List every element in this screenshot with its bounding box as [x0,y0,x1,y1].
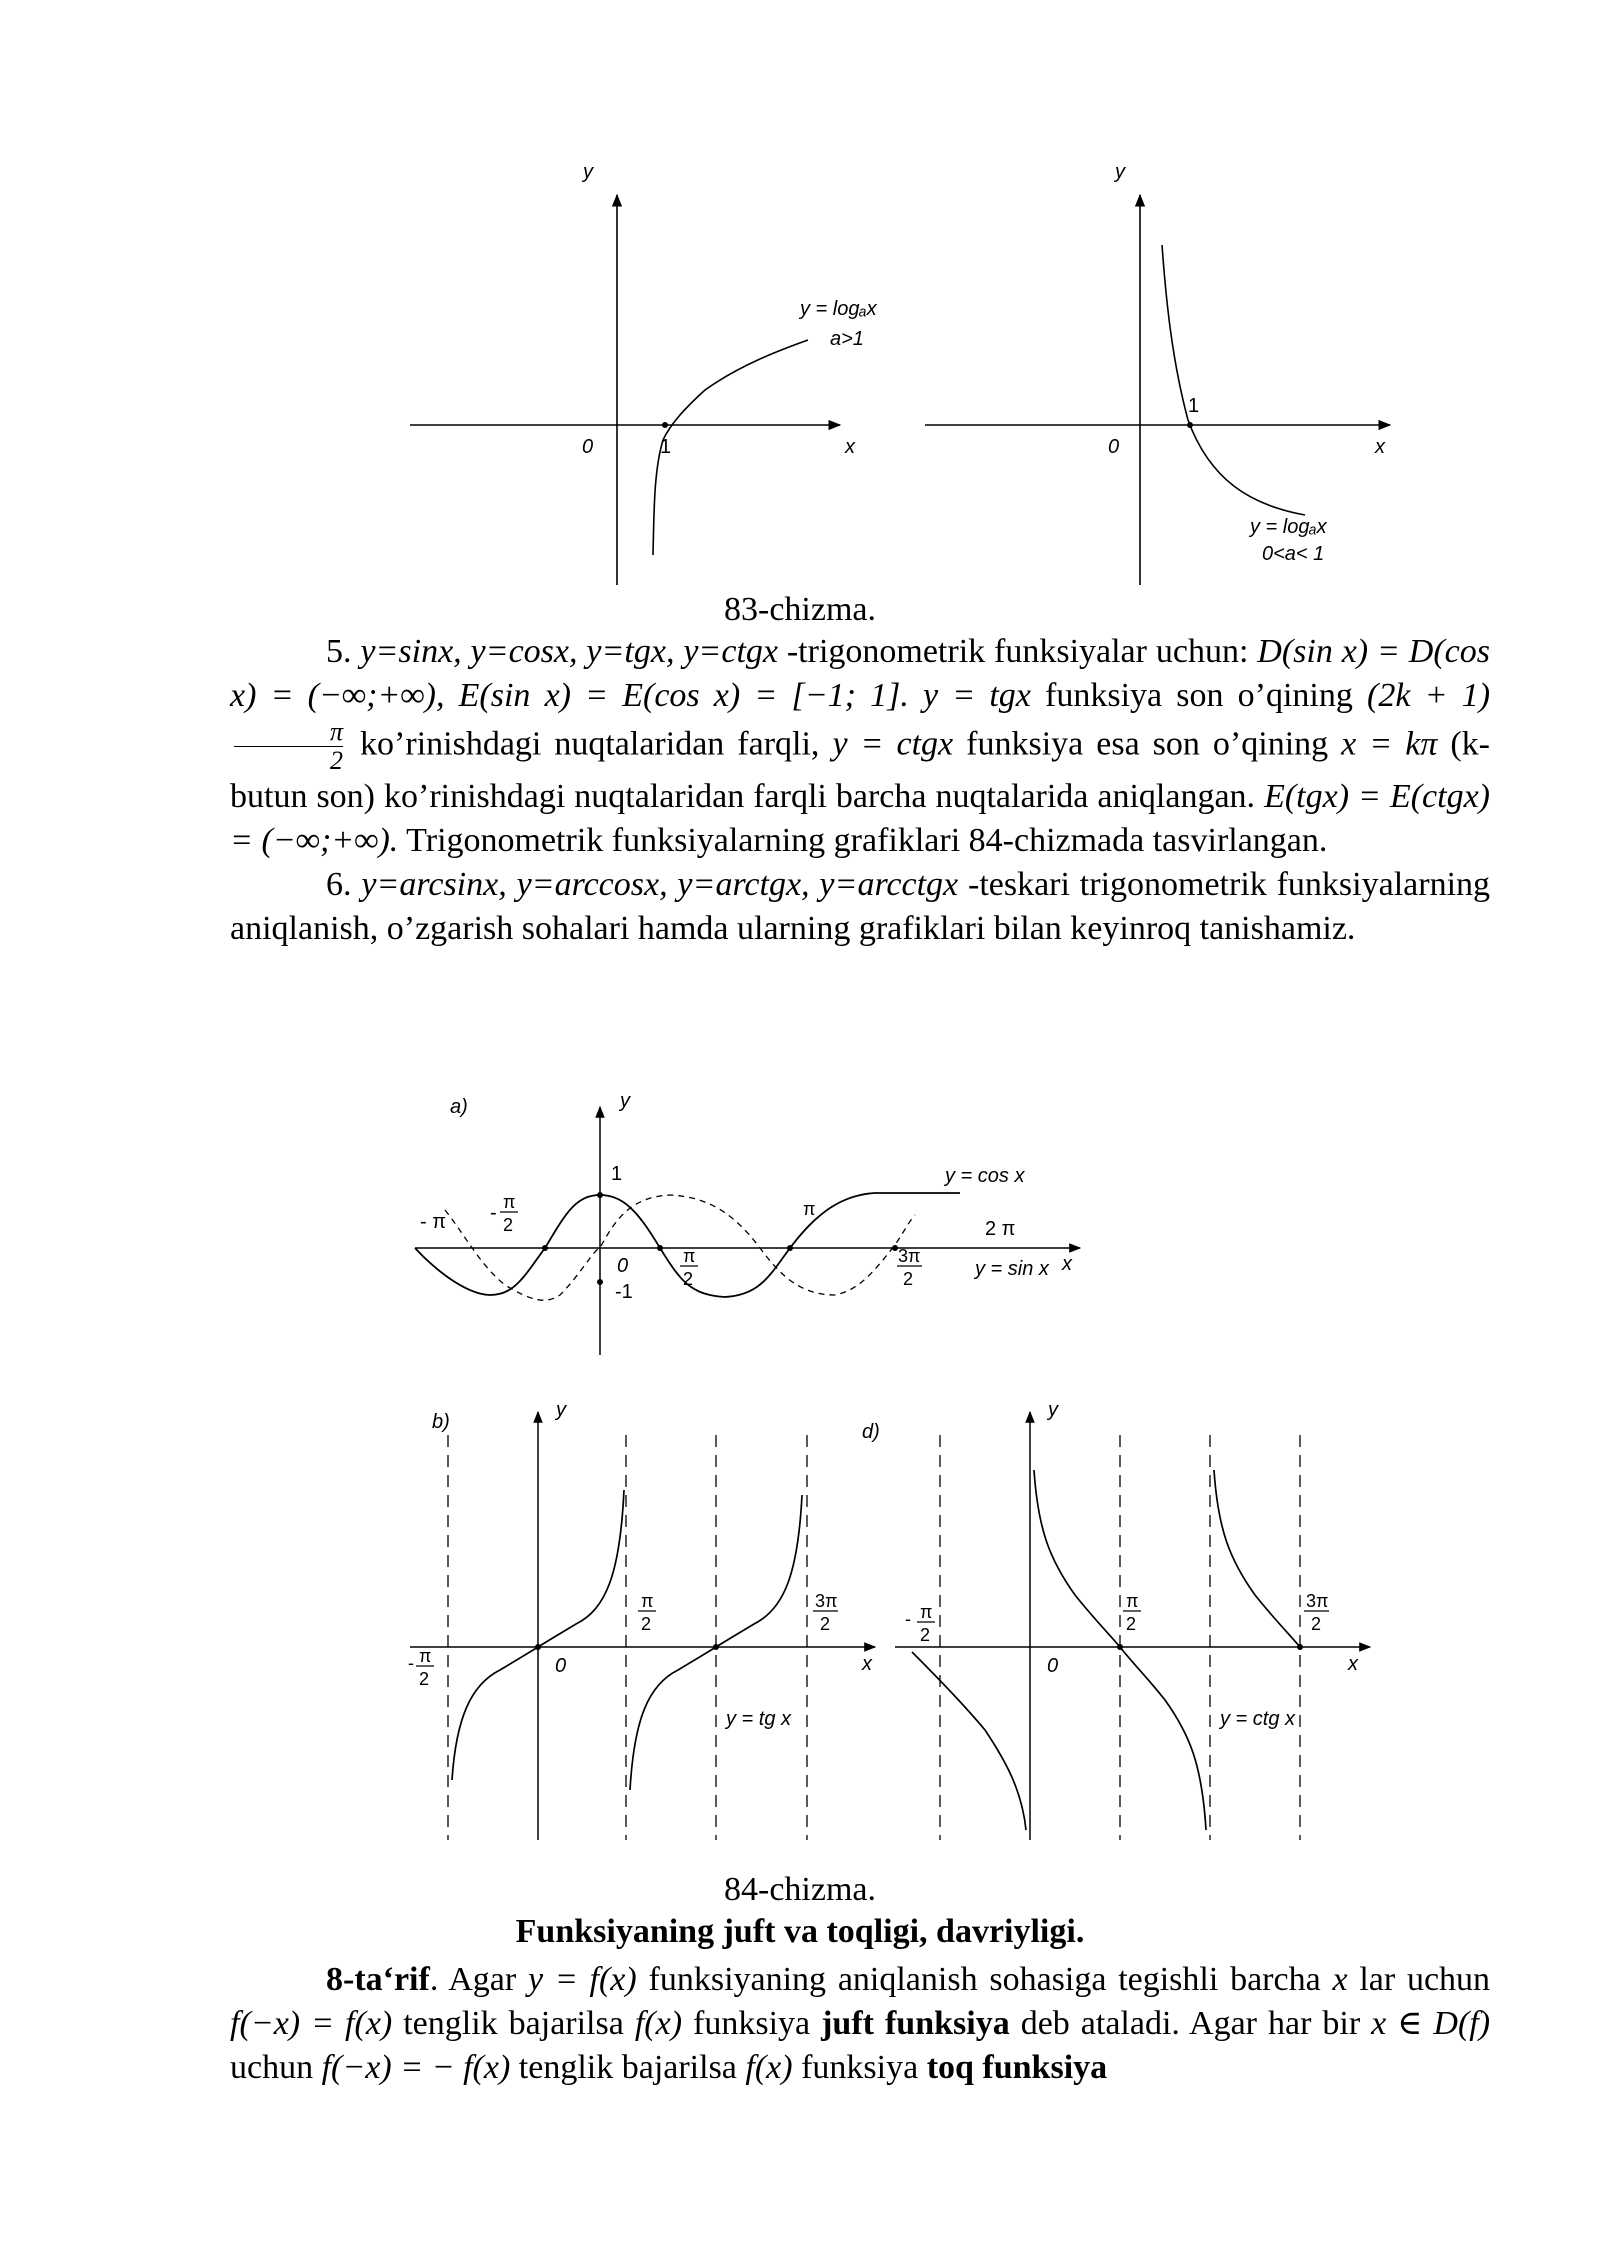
figure-84-caption: 84-chizma. [724,1871,876,1908]
pi-label: π [503,1192,516,1212]
point [535,1644,541,1650]
function-label: y = logₐx [800,298,877,320]
item-number: 6. [326,866,352,903]
item-number: 5. [326,633,352,670]
point [597,1279,603,1285]
def-text: funksiyaning aniqlanish sohasiga tegishli barcha [648,1961,1321,1998]
def-text: . Agar [429,1961,517,1998]
ctg-label: y = ctg x [1220,1708,1296,1730]
two-label: 2 [920,1625,931,1645]
log-graph-a-gt-1 [410,161,878,585]
ctg-graph [862,1400,1370,1840]
origin-label: 0 [617,1255,629,1277]
def-text: funksiya [693,2005,811,2042]
ctg-equation: y = ctgx [832,725,954,763]
definition-8 [230,1958,1490,2090]
x-axis-label: x [862,1653,872,1675]
two-label: 2 [820,1614,831,1634]
point-one [1187,422,1193,428]
tg-text-2: ko’rinishdagi nuqtalaridan farqli, [360,725,820,763]
pi-label: π [641,1591,654,1611]
tg-text-1: funksiya son o’qining [1045,677,1353,714]
origin-label: 0 [555,1655,567,1677]
two-label: 2 [1311,1614,1322,1634]
minus-pi-label: - π [420,1211,447,1233]
paragraph-6 [230,863,1490,951]
paragraph-5-end: Trigonometrik funksiyalarning grafiklari 84-chizmada tasvirlangan. [406,822,1328,859]
two-label: 2 [1126,1614,1137,1634]
point-one [662,422,668,428]
point [1117,1644,1123,1650]
figure-83 [0,150,1600,590]
x-axis-label: x [1062,1253,1072,1275]
y-axis-label: y [556,1400,566,1421]
origin-label: 0 [1108,436,1120,458]
figure-83-caption: 83-chizma. [724,591,876,628]
inverse-trig-functions: y=arcsinx, y=arccosx, y=arctgx, y=arcctgx [361,866,959,903]
two-label: 2 [419,1669,430,1689]
cos-label: y = cos x [945,1165,1025,1187]
equation: f(x) [745,2049,793,2086]
function-label: y = logₐx [1250,516,1327,538]
term-even-function: juft funksiya [821,2005,1010,2042]
tg-graph [408,1400,875,1840]
pi-label: π [803,1199,816,1219]
figure-84bd [0,1400,1600,1850]
minus-sign: - [905,1609,911,1629]
condition-label: 0<a< 1 [1262,543,1325,565]
x-axis-label: x [1375,436,1385,458]
def-text: uchun [230,2049,314,2086]
minus-sign: - [490,1202,497,1224]
point [542,1245,548,1251]
paragraph-6-text: -teskari trigonometrik funksiyalarning aniqlanish, o’zgarish sohalari hamda ularning grafiklari bilan keyinroq tanishamiz. [230,866,1491,947]
two-pi-label: 2 π [985,1218,1016,1240]
equation: f(x) [634,2005,683,2042]
tg-equation: y = tgx [923,677,1031,714]
x-axis-label: x [1348,1653,1358,1675]
sin-label: y = sin x [975,1258,1049,1280]
point [713,1644,719,1650]
ctg-expression: x = kπ [1341,725,1438,763]
pi-label: π [683,1246,696,1266]
condition-label: a>1 [830,328,864,350]
equation: x ∈ D(f) [1371,2005,1491,2042]
trig-description: -trigonometrik funksiyalar uchun: [786,633,1249,670]
def-text: tenglik bajarilsa [403,2005,624,2042]
pi-label: π [419,1646,432,1666]
definition-label: 8-ta‘rif [326,1961,430,1998]
fraction-numerator: π [234,718,343,747]
y-axis-label: y [620,1090,630,1112]
ctg-text-2: (k-butun son) ko’rinishdagi nuqtalaridan farqli barcha nuqtalarida aniqlangan. [230,725,1491,815]
two-label: 2 [903,1269,914,1289]
variable-x: x [1332,1961,1348,1998]
two-label: 2 [683,1269,694,1289]
y-axis-label: y [1115,161,1125,183]
paragraph-5 [230,630,1490,863]
range-equation-2: E(tgx) = E(ctgx) = (−∞;+∞). [230,778,1490,859]
section-heading: Funksiyaning juft va toqligi, davriyligi. [515,1913,1085,1950]
trig-functions: y=sinx, y=cosx, y=tgx, y=ctgx [360,633,778,670]
log-curve [653,340,808,555]
figure-84a [0,1085,1600,1360]
y-axis-label: y [583,161,593,183]
def-text: funksiya [801,2049,919,2086]
equation: f(−x) = f(x) [230,2005,393,2042]
minus-sign: - [408,1653,414,1673]
equation: y = f(x) [527,1961,637,1998]
panel-label: d) [862,1421,880,1443]
ctg-curve [1214,1470,1300,1647]
log-graph-a-lt-1 [925,161,1390,585]
x-axis-label: x [845,436,855,458]
text-block-2 [230,1958,1490,2090]
three-pi-label: 3π [898,1246,921,1266]
range-equation: E(sin x) = E(cos x) = [−1; 1]. [458,677,909,714]
ctg-curve [912,1652,1026,1830]
ctg-text-1: funksiya esa son o’qining [966,725,1329,763]
two-label: 2 [503,1215,514,1235]
two-label: 2 [641,1614,652,1634]
pi-label: π [920,1602,933,1622]
point [657,1245,663,1251]
tg-label: y = tg x [726,1708,792,1730]
y-axis-label: y [1048,1400,1058,1421]
domain-equation: D(sin x) = D(cos x) = (−∞;+∞), [230,633,1490,714]
point [787,1245,793,1251]
text-block-1 [230,630,1490,951]
sin-cos-graph [415,1090,1080,1355]
minus-one-label: -1 [615,1281,633,1303]
def-text: lar uchun [1359,1961,1491,1998]
term-odd-function: toq funksiya [926,2049,1108,2086]
tick-one-label: 1 [660,436,672,458]
tick-one-label: 1 [1188,395,1200,417]
pi-over-2-fraction [234,718,343,775]
def-text: deb ataladi. Agar har bir [1020,2005,1361,2042]
one-label: 1 [611,1163,623,1185]
origin-label: 0 [1047,1655,1059,1677]
point [597,1192,603,1198]
fraction-denominator: 2 [330,746,344,775]
pi-label: π [1126,1591,1139,1611]
log-curve [1162,245,1305,515]
three-pi-label: 3π [1306,1591,1329,1611]
tg-expression: (2k + 1) [1367,677,1491,714]
origin-label: 0 [582,436,594,458]
point [1297,1644,1303,1650]
panel-label: b) [432,1411,450,1433]
def-text: tenglik bajarilsa [518,2049,737,2086]
three-pi-label: 3π [815,1591,838,1611]
equation: f(−x) = − f(x) [321,2049,511,2086]
panel-label: a) [450,1096,468,1118]
